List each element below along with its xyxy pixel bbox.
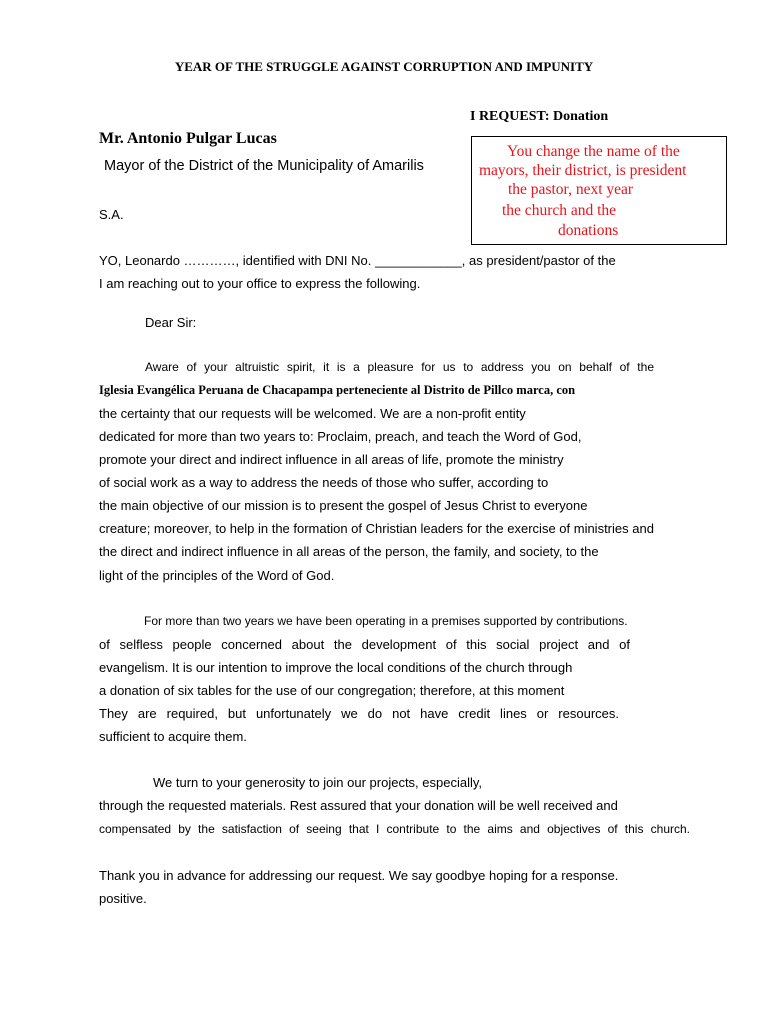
paragraph-line: For more than two years we have been operating in a premises supported by contributions. (144, 614, 628, 628)
annotation-box (471, 136, 727, 245)
addressee-title: Mayor of the District of the Municipality of Amarilis (104, 158, 424, 174)
paragraph-line: of social work as a way to address the needs of those who suffer, according to (99, 475, 549, 490)
paragraph-line: promote your direct and indirect influence in all areas of life, promote the ministry (99, 452, 564, 467)
annotation-line: You change the name of the (507, 143, 680, 160)
paragraph-line: through the requested materials. Rest assured that your donation will be well received and (99, 798, 618, 813)
closing-line: Thank you in advance for addressing our request. We say goodbye hoping for a response. (99, 868, 619, 883)
closing-line: positive. (99, 891, 147, 906)
paragraph-line: compensated by the satisfaction of seeing that I contribute to the aims and objectives of this church. (99, 822, 690, 836)
annotation-line: donations (558, 222, 619, 239)
paragraph-line: the main objective of our mission is to present the gospel of Jesus Christ to everyone (99, 498, 588, 513)
paragraph-line: They are required, but unfortunately we do not have credit lines or resources. (99, 706, 619, 721)
church-name-line: Iglesia Evangélica Peruana de Chacapampa perteneciente al Distrito de Pillco marca, con (99, 383, 576, 397)
paragraph-line: sufficient to acquire them. (99, 729, 247, 744)
paragraph-line: the certainty that our requests will be welcomed. We are a non-profit entity (99, 406, 526, 421)
paragraph-line: We turn to your generosity to join our projects, especially, (153, 775, 483, 790)
addressee-name: Mr. Antonio Pulgar Lucas (99, 130, 277, 147)
intro-line: I am reaching out to your office to express the following. (99, 276, 421, 291)
paragraph-line: the direct and indirect influence in all areas of the person, the family, and society, to the (99, 544, 599, 559)
page-title: YEAR OF THE STRUGGLE AGAINST CORRUPTION AND IMPUNITY (174, 59, 594, 74)
paragraph-line: light of the principles of the Word of God. (99, 568, 335, 583)
paragraph-line: dedicated for more than two years to: Proclaim, preach, and teach the Word of God, (99, 429, 582, 444)
paragraph-line: creature; moreover, to help in the formation of Christian leaders for the exercise of ministries and (99, 521, 654, 536)
intro-line: YO, Leonardo …………, identified with DNI No. ____________, as president/pastor of the (99, 253, 616, 268)
addressee-sa: S.A. (99, 207, 124, 222)
annotation-line: mayors, their district, is president (479, 162, 687, 179)
paragraph-line: Aware of your altruistic spirit, it is a pleasure for us to address you on behalf of the (145, 360, 654, 374)
paragraph-line: a donation of six tables for the use of our congregation; therefore, at this moment (99, 683, 565, 698)
annotation-line: the pastor, next year (508, 181, 634, 198)
greeting: Dear Sir: (145, 315, 197, 330)
paragraph-line: of selfless people concerned about the development of this social project and of (99, 637, 630, 652)
paragraph-line: evangelism. It is our intention to improve the local conditions of the church through (99, 660, 573, 675)
request-label: I REQUEST: Donation (470, 109, 609, 124)
annotation-line: the church and the (502, 202, 617, 219)
